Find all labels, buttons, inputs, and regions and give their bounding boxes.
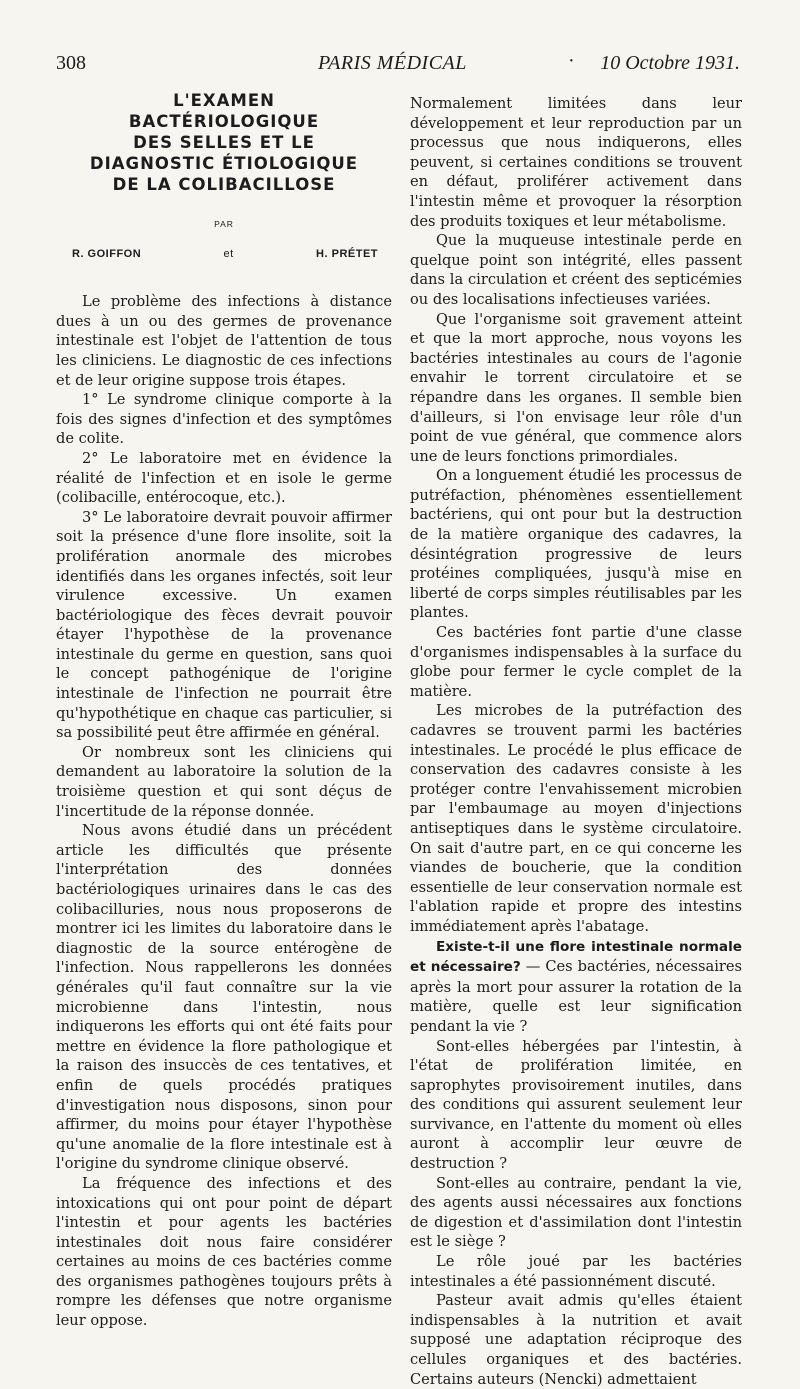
paragraph: 1° Le syndrome clinique comporte à la fois des signes d'infection et des symptômes de colite. bbox=[56, 391, 392, 448]
right-column bbox=[410, 94, 742, 1389]
byline-par: PAR bbox=[214, 219, 234, 229]
paragraph: On a longuement étudié les processus de putréfaction, phénomènes essentiellement bactériens, qui ont pour but la destruction de la matière organique des cadavres, la désintégration progressive de leurs protéines compliquées, jusqu'à mise en liberté de corps simples réutilisables par les plantes. bbox=[410, 467, 742, 622]
author-conjunction: et bbox=[223, 247, 234, 260]
paragraph: 2° Le laboratoire met en évidence la réalité de l'infection et en isole le germe (colibacille, entérocoque, etc.). bbox=[56, 449, 392, 507]
paragraph: La fréquence des infections et des intoxications qui ont pour point de départ l'intestin et pour agents les bactéries intestinales doit nous faire considérer certaines au moins de ces bactéries comme des organismes pathogènes toujours prêts à rompre les défenses que notre organisme leur oppose. bbox=[56, 1174, 392, 1330]
page-number: 308 bbox=[56, 52, 86, 74]
article-title bbox=[56, 90, 392, 195]
paragraph: Que l'organisme soit gravement atteint et que la mort approche, nous voyons les bactéries intestinales au cours de l'agonie envahir le torrent circulatoire et se répandre dans les organes. Il semble bien d'ailleurs, si l'on envisage leur rôle d'un point de vue général, que commence alors une de leurs fonctions primordiales. bbox=[410, 310, 742, 465]
authors bbox=[72, 245, 378, 265]
header-separator: · bbox=[568, 50, 575, 72]
title-line: DE LA COLIBACILLOSE bbox=[112, 175, 336, 194]
paragraph: Les microbes de la putréfaction des cadavres se trouvent parmi les bactéries intestinales. Le procédé le plus efficace de conservation des cadavres consiste à les protéger contre l'envahissement microbien par l'embaumage au moyen d'injections antiseptiques dans le système circulatoire. On sait d'autre part, en ce qui concerne les viandes de boucherie, que la condition essentielle de leur conservation normale est l'ablation rapide et propre des intestins immédiatement après l'abatage. bbox=[410, 702, 742, 935]
author-goiffon: R. GOIFFON bbox=[72, 247, 142, 260]
paragraph: Ces bactéries font partie d'une classe d'organismes indispensables à la surface du globe pour fermer le cycle complet de la matière. bbox=[410, 624, 742, 700]
paragraph: Sont-elles hébergées par l'intestin, à l'état de prolifération limitée, en saprophytes provisoirement inutiles, dans des conditions qui assurent seulement leur survivance, en l'attente du moment où elles auront à accomplir leur œuvre de destruction ? bbox=[410, 1037, 742, 1173]
title-line: DIAGNOSTIC ÉTIOLOGIQUE bbox=[89, 154, 359, 173]
paragraph: Que la muqueuse intestinale perde en quelque point son intégrité, elles passent dans la circulation et créent des septicémies ou des localisations infectieuses variées. bbox=[410, 232, 742, 308]
paragraph: 3° Le laboratoire devrait pouvoir affirmer soit la présence d'une flore insolite, soit la prolifération anormale des microbes identifiés dans les organes infectés, soit leur virulence excessive. Un examen bactériologique des fèces devrait pouvoir étayer l'hypothèse de la provenance intestinale du germe en question, sans quoi le concept pathogénique de l'origine intestinale de l'infection ne pourrait être qu'hypothétique en chaque cas particulier, si sa possibilité peut être affirmée en général. bbox=[56, 508, 392, 742]
running-header bbox=[56, 52, 740, 82]
section-paragraph bbox=[410, 937, 742, 1037]
journal-title: PARIS MÉDICAL bbox=[318, 52, 467, 74]
title-line: DES SELLES ET LE bbox=[133, 133, 315, 152]
paragraph: Sont-elles au contraire, pendant la vie, des agents aussi nécessaires aux fonctions de digestion et d'assimilation dont l'intestin est le siège ? bbox=[410, 1174, 742, 1251]
paragraph: Le rôle joué par les bactéries intestinales a été passionnément discuté. bbox=[410, 1253, 742, 1290]
issue-date: 10 Octobre 1931. bbox=[600, 52, 740, 74]
paragraph: Pasteur avait admis qu'elles étaient indispensables à la nutrition et avait supposé une adaptation réciproque des cellules organiques et des bactéries. Certains auteurs (Nencki) admettaient bbox=[410, 1292, 742, 1388]
paragraph: Or nombreux sont les cliniciens qui demandent au laboratoire la solution de la troisième question et qui sont déçus de l'incertitude de la réponse donnée. bbox=[56, 743, 392, 820]
section-heading: Existe-t-il une flore intestinale normale et nécessaire? bbox=[410, 938, 742, 976]
paragraph: Le problème des infections à distance dues à un ou des germes de provenance intestinale est l'objet de l'attention de tous les cliniciens. Le diagnostic de ces infections et de leur origine suppose trois étapes. bbox=[56, 293, 392, 389]
paragraph: Normalement limitées dans leur développement et leur reproduction par un processus que nous indiquerons, elles peuvent, si certaines conditions se trouvent en défaut, proliférer activement dans l'intestin même et provoquer la résorption des produits toxiques et leur métabolisme. bbox=[410, 95, 742, 230]
paragraph: Nous avons étudié dans un précédent article les difficultés que présente l'interprétation des données bactériologiques urinaires dans le cas des colibacilluries, nous nous proposerons de montrer ici les limites du laboratoire dans le diagnostic de la source entérogène de l'infection. Nous rappellerons les données générales qu'il faut connaître sur la vie microbienne dans l'intestin, nous indiquerons les efforts qui ont été faits pour mettre en évidence la flore pathologique et la raison des insuccès de ces tentatives, et enfin de quels procédés pratiques d'investigation nous disposons, sinon pour affirmer, du moins pour étayer l'hypothèse qu'une anomalie de la flore intestinale est à l'origine du syndrome clinique observé. bbox=[56, 822, 392, 1173]
left-column bbox=[56, 90, 392, 1331]
title-line: BACTÉRIOLOGIQUE bbox=[128, 112, 320, 131]
title-line: L'EXAMEN bbox=[173, 91, 275, 110]
author-pretet: H. PRÉTET bbox=[316, 247, 378, 260]
section-lead: — Ces bactéries, nécessaires après la mort pour assurer la rotation de la matière, quelle est leur signification pendant la vie ? bbox=[410, 958, 743, 1035]
